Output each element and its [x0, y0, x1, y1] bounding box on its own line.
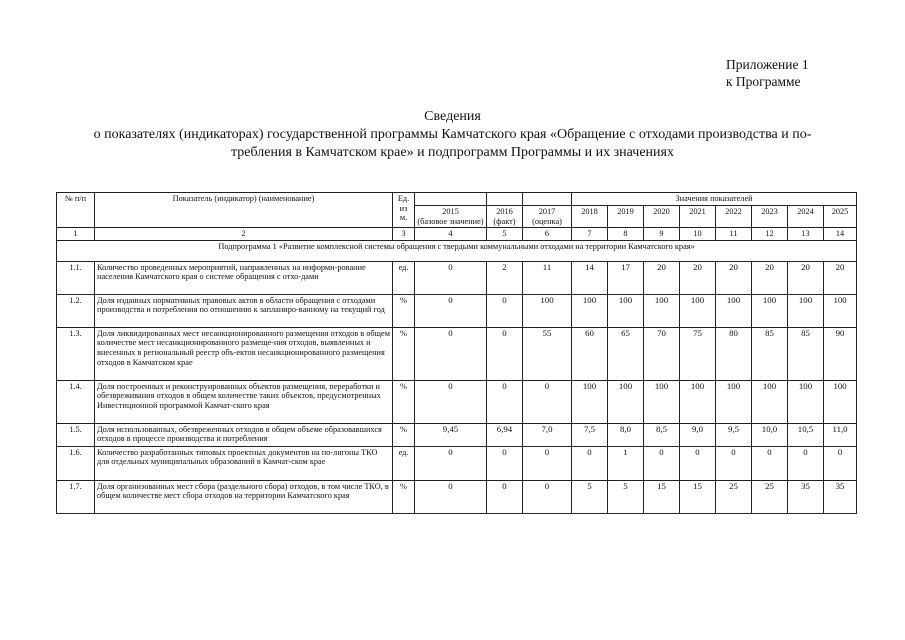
header-row-1 — [57, 193, 857, 206]
header-blank-2017 — [523, 193, 572, 206]
row-value: 100 — [608, 380, 644, 423]
row-number: 1.1. — [57, 261, 95, 294]
row-number: 1.3. — [57, 327, 95, 380]
row-value: 6,94 — [487, 423, 523, 446]
document-title — [40, 108, 865, 162]
column-number-cell: 4 — [415, 228, 487, 241]
column-number-cell: 1 — [57, 228, 95, 241]
row-indicator-name: Доля ликвидированных мест несанкционированного размещения отходов в общем количестве мест несанкционированного размеще-ния отходов, выявленных и внесенных в региональный реестр объ-ектов несанкционированного размещения отходов в Камчатском крае — [95, 327, 393, 380]
column-number-cell: 9 — [644, 228, 680, 241]
header-year-label: 2021 — [689, 207, 706, 216]
subprogram-title: Подпрограмма 1 «Развитие комплексной системы обращения с твердыми коммунальными отходами на территории Камчатского края» — [57, 240, 857, 261]
table-row — [57, 446, 857, 480]
row-number: 1.6. — [57, 446, 95, 480]
row-value: 100 — [824, 294, 857, 327]
row-value: 7,0 — [523, 423, 572, 446]
row-value: 25 — [716, 480, 752, 513]
header-year-note: (оценка) — [532, 216, 562, 226]
row-value: 0 — [680, 446, 716, 480]
row-value: 0 — [788, 446, 824, 480]
row-number: 1.5. — [57, 423, 95, 446]
header-blank-2015 — [415, 193, 487, 206]
header-num: № п/п — [57, 193, 95, 228]
row-value: 100 — [788, 294, 824, 327]
row-value: 20 — [824, 261, 857, 294]
header-year-label: 2019 — [617, 207, 634, 216]
header-year-label: 2017 — [538, 207, 556, 216]
row-value: 0 — [415, 446, 487, 480]
column-number-cell: 5 — [487, 228, 523, 241]
row-value: 0 — [415, 480, 487, 513]
header-year-9 — [788, 206, 824, 228]
row-value: 100 — [608, 294, 644, 327]
row-value: 0 — [523, 446, 572, 480]
header-year-label: 2020 — [653, 207, 670, 216]
row-value: 0 — [487, 446, 523, 480]
row-value: 0 — [824, 446, 857, 480]
table-row — [57, 327, 857, 380]
table-row — [57, 261, 857, 294]
table-row — [57, 294, 857, 327]
header-year-label: 2025 — [831, 207, 849, 216]
row-value: 7,5 — [572, 423, 608, 446]
row-value: 0 — [487, 480, 523, 513]
column-number-cell: 10 — [680, 228, 716, 241]
header-year-label: 2023 — [761, 207, 778, 216]
row-value: 100 — [716, 380, 752, 423]
row-value: 10,5 — [788, 423, 824, 446]
annex-label — [726, 56, 876, 90]
row-value: 100 — [716, 294, 752, 327]
header-values-group: Значения показателей — [572, 193, 857, 206]
title-line-3: требления в Камчатском крае» и подпрограмм Программы и их значениях — [231, 145, 674, 160]
row-unit: ед. — [393, 261, 415, 294]
row-value: 25 — [752, 480, 788, 513]
column-number-cell: 13 — [788, 228, 824, 241]
row-value: 100 — [644, 294, 680, 327]
row-value: 65 — [608, 327, 644, 380]
row-unit: % — [393, 294, 415, 327]
row-indicator-name: Количество проведенных мероприятий, направленных на информи-рование населения Камчатского края о системе обращения с отхо-дами — [95, 261, 393, 294]
row-value: 85 — [788, 327, 824, 380]
row-value: 0 — [644, 446, 680, 480]
row-value: 0 — [415, 261, 487, 294]
indicators-table — [56, 192, 857, 514]
row-indicator-name: Количество разработанных типовых проектных документов на по-лигоны ТКО для отдельных муниципальных образований в Камчат-ском крае — [95, 446, 393, 480]
row-value: 8,5 — [644, 423, 680, 446]
row-value: 14 — [572, 261, 608, 294]
header-year-7 — [716, 206, 752, 228]
row-value: 100 — [788, 380, 824, 423]
row-value: 100 — [680, 294, 716, 327]
row-unit: ед. — [393, 446, 415, 480]
row-value: 5 — [608, 480, 644, 513]
header-unit: Ед. из м. — [393, 193, 415, 228]
row-value: 20 — [716, 261, 752, 294]
row-value: 5 — [572, 480, 608, 513]
annex-line-2: к Программе — [726, 74, 801, 89]
header-year-10 — [824, 206, 857, 228]
row-value: 0 — [415, 380, 487, 423]
row-number: 1.2. — [57, 294, 95, 327]
row-value: 20 — [644, 261, 680, 294]
row-value: 0 — [716, 446, 752, 480]
title-line-1: Сведения — [424, 109, 481, 124]
row-value: 0 — [487, 327, 523, 380]
row-value: 20 — [788, 261, 824, 294]
row-unit: % — [393, 423, 415, 446]
row-unit: % — [393, 327, 415, 380]
header-year-4 — [608, 206, 644, 228]
row-value: 70 — [644, 327, 680, 380]
row-unit: % — [393, 380, 415, 423]
column-number-cell: 3 — [393, 228, 415, 241]
row-number: 1.4. — [57, 380, 95, 423]
column-number-cell: 11 — [716, 228, 752, 241]
row-value: 100 — [824, 380, 857, 423]
row-value: 0 — [415, 327, 487, 380]
annex-line-1: Приложение 1 — [726, 57, 809, 72]
header-year-label: 2018 — [581, 207, 598, 216]
header-year-5 — [644, 206, 680, 228]
row-indicator-name: Доля изданных нормативных правовых актов в области обращения с отходами производства и потребления по отношению к запланиро-ванному на текущий год — [95, 294, 393, 327]
row-value: 15 — [680, 480, 716, 513]
header-year-8 — [752, 206, 788, 228]
header-year-label: 2022 — [725, 207, 742, 216]
row-value: 2 — [487, 261, 523, 294]
row-value: 80 — [716, 327, 752, 380]
row-value: 0 — [487, 294, 523, 327]
header-year-label: 2015 — [442, 207, 459, 216]
column-number-cell: 7 — [572, 228, 608, 241]
column-number-cell: 8 — [608, 228, 644, 241]
row-value: 8,0 — [608, 423, 644, 446]
row-value: 11 — [523, 261, 572, 294]
row-indicator-name: Доля использованных, обезвреженных отходов в общем объеме образовавшихся отходов в процессе производства и потребления — [95, 423, 393, 446]
row-value: 100 — [680, 380, 716, 423]
row-indicator-name: Доля построенных и реконструированных объектов размещения, переработки и обезвреживания отходов в общем количестве таких объектов, предусмотренных Инвестиционной программой Камчат-ского края — [95, 380, 393, 423]
row-value: 0 — [487, 380, 523, 423]
header-year-label: 2016 — [496, 207, 513, 216]
row-value: 0 — [752, 446, 788, 480]
subprogram-row — [57, 240, 857, 261]
row-value: 100 — [572, 380, 608, 423]
header-year-6 — [680, 206, 716, 228]
header-year-0 — [415, 206, 487, 228]
row-value: 35 — [788, 480, 824, 513]
row-value: 85 — [752, 327, 788, 380]
row-value: 35 — [824, 480, 857, 513]
header-blank-2016 — [487, 193, 523, 206]
header-year-3 — [572, 206, 608, 228]
row-value: 1 — [608, 446, 644, 480]
row-value: 0 — [523, 380, 572, 423]
row-value: 75 — [680, 327, 716, 380]
column-number-cell: 12 — [752, 228, 788, 241]
column-numbers-row — [57, 228, 857, 241]
table-row — [57, 423, 857, 446]
column-number-cell: 6 — [523, 228, 572, 241]
row-value: 100 — [752, 294, 788, 327]
column-number-cell: 14 — [824, 228, 857, 241]
header-year-1 — [487, 206, 523, 228]
row-unit: % — [393, 480, 415, 513]
row-value: 9,5 — [716, 423, 752, 446]
row-value: 55 — [523, 327, 572, 380]
header-year-label: 2024 — [797, 207, 814, 216]
row-value: 0 — [523, 480, 572, 513]
row-value: 15 — [644, 480, 680, 513]
row-value: 11,0 — [824, 423, 857, 446]
row-value: 100 — [752, 380, 788, 423]
row-number: 1.7. — [57, 480, 95, 513]
row-value: 100 — [523, 294, 572, 327]
row-value: 90 — [824, 327, 857, 380]
row-value: 100 — [572, 294, 608, 327]
row-value: 20 — [680, 261, 716, 294]
row-value: 9,0 — [680, 423, 716, 446]
row-value: 17 — [608, 261, 644, 294]
title-line-2: о показателях (индикаторах) государственной программы Камчатского края «Обращение с отходами производства и по- — [93, 127, 812, 142]
row-value: 10,0 — [752, 423, 788, 446]
header-indicator: Показатель (индикатор) (наименование) — [95, 193, 393, 228]
row-value: 0 — [415, 294, 487, 327]
header-year-2 — [523, 206, 572, 228]
table-row — [57, 480, 857, 513]
row-value: 9,45 — [415, 423, 487, 446]
header-year-note: (факт) — [493, 216, 516, 226]
column-number-cell: 2 — [95, 228, 393, 241]
row-value: 0 — [572, 446, 608, 480]
table-row — [57, 380, 857, 423]
header-year-note: (базовое значение) — [417, 216, 484, 226]
row-indicator-name: Доля организованных мест сбора (раздельного сбора) отходов, в том числе ТКО, в общем количестве мест сбора отходов на территории Камчатского края — [95, 480, 393, 513]
row-value: 60 — [572, 327, 608, 380]
row-value: 100 — [644, 380, 680, 423]
row-value: 20 — [752, 261, 788, 294]
